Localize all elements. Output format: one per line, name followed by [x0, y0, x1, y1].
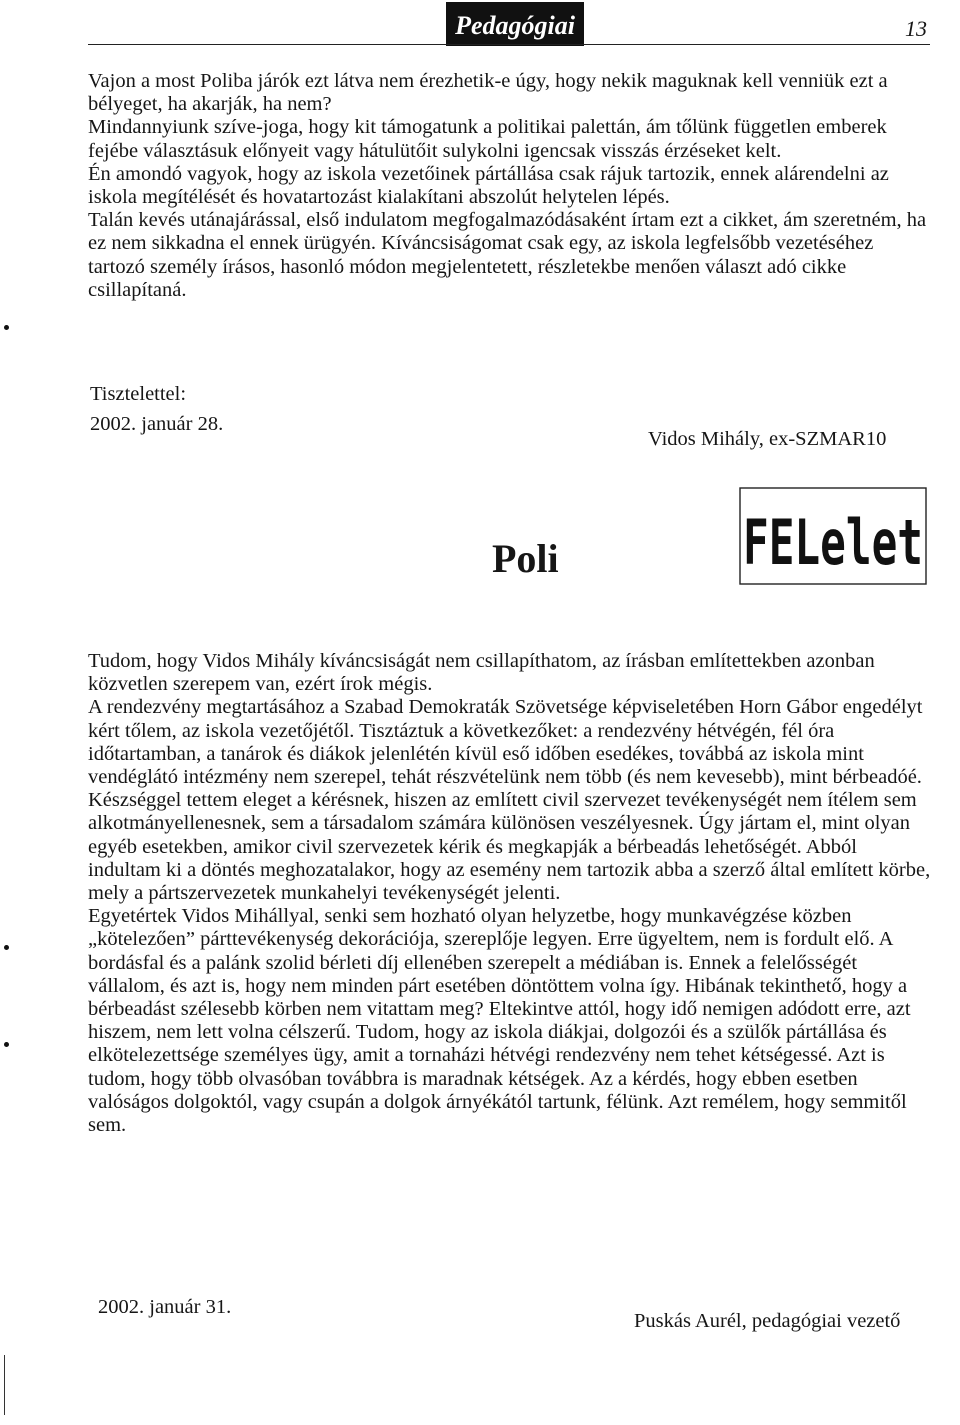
reply-body [88, 650, 933, 1137]
scan-dot [4, 325, 9, 330]
page-number: 13 [905, 16, 927, 41]
reply-date: 2002. január 31. [98, 1296, 232, 1318]
reply-paragraph: A rendezvény megtartásához a Szabad Demokraták Szövetsége képviseletében Horn Gábor engedélyt kért tőlem, az iskola vezetőjétől. Tisztáztuk a következőket: a rendezvény hétvégén, fél óra időtartamban, a tanárok és diákok jelenlétén kívül eső időben esedékes, továbbá az iskola mint vendéglátó intézmény nem szerepel, tehát részvételünk nem több (és nem kevesebb), mint bérbeadóé. Készséggel tettem eleget a kérésnek, hiszen az említett civil szervezet tevékenységét nem ítélem sem alkotmányellenesnek, sem a társadalom számára különösen veszélyesnek. Úgy jártam el, mint olyan egyéb esetekben, amikor civil szervezetek kérik és megkapják a bérbeadás lehetőségét. Abból indultam ki a döntés meghozatalakor, hogy az esemény nem tartozik abba a szerző által említett körbe, mely a pártszervezetek munkahelyi tevékenységét jelenti. [88, 696, 931, 905]
reply-title-left: Poli [492, 536, 559, 581]
masthead-logo [440, 0, 590, 48]
letter-paragraph: Mindannyiunk szíve-joga, hogy kit támogatunk a politikai palettán, ám tőlünk független emberek fejébe választásuk előnyeit vagy hátulütőit sulykolni igencsak visszás érzéseket kelt. [88, 116, 887, 162]
letter-paragraph: Vajon a most Poliba járók ezt látva nem érezhetik-e úgy, hogy nekik maguknak kell venniük ezt a bélyeget, ha akarják, ha nem? [88, 70, 888, 116]
letter-date: 2002. január 28. [90, 413, 224, 435]
letter-closing: Tisztelettel: [90, 383, 187, 405]
letter-paragraph: Talán kevés utánajárással, első indulatom megfogalmazódásaként írtam ezt a cikket, ám szeretném, ha ez nem sikkadna el ennek ürügyén. Kíváncsiságomat csak egy, az iskola legfelsőbb vezetéséhez tartozó személy írásos, hasonló módon megjelentetett, részletekbe menően választ adó cikke csillapítaná. [88, 209, 927, 301]
scan-dot [4, 1042, 9, 1047]
reply-paragraph: Egyetértek Vidos Mihállyal, senki sem hozható olyan helyzetbe, hogy munkavégzése közben „kötelezően” párttevékenység dekorációja, szereplője legyen. Erre ügyeltem, nem is fordult elő. A bordásfal és a palánk szolid bérleti díj ellenében szerepelt a médiában is. Ennek a felelősségét vállalom, és azt is, hogy nem minden párt esetében döntöttem volna így. Hibának tekinthető, hogy a bérbeadást szélesebb körben nem vitattam meg? Eltekintve attól, hogy idő nemigen adódott erre, azt hiszem, nem lett volna célszerű. Tudom, hogy az iskola diákjai, dolgozói és a szülők pártállása és elkötelezettsége személyes ügy, amit a tornaházi hétvégi rendezvény nem tehet kétségessé. Azt is tudom, hogy több olvasóban továbbra is maradnak kétségek. Az a kérdés, hogy ebben esetben valóságos dolgoktól, vagy csupán a dolgok árnyékától tartunk, félünk. Azt remélem, hogy semmitől sem. [88, 905, 911, 1137]
header-rule [88, 44, 930, 45]
scan-dot [4, 945, 9, 950]
felelet-heading [738, 482, 930, 588]
reply-paragraph: Tudom, hogy Vidos Mihály kíváncsiságát nem csillapíthatom, az írásban említettekben azonban közvetlen szerepem van, ezért írok mégis. [88, 650, 875, 696]
letter-body [88, 70, 933, 302]
scan-line [4, 1355, 5, 1415]
svg-text:FELelet: FELelet [743, 506, 923, 579]
letter-signature: Vidos Mihály, ex-SZMAR10 [648, 428, 887, 450]
svg-text:Pedagógiai: Pedagógiai [455, 11, 575, 40]
letter-paragraph: Én amondó vagyok, hogy az iskola vezetőinek pártállása csak rájuk tartozik, ennek alárendelni az iskola megítélését és hovatartozást kialakítani abszolút helytelen lépés. [88, 162, 889, 209]
reply-signature: Puskás Aurél, pedagógiai vezető [634, 1310, 901, 1332]
